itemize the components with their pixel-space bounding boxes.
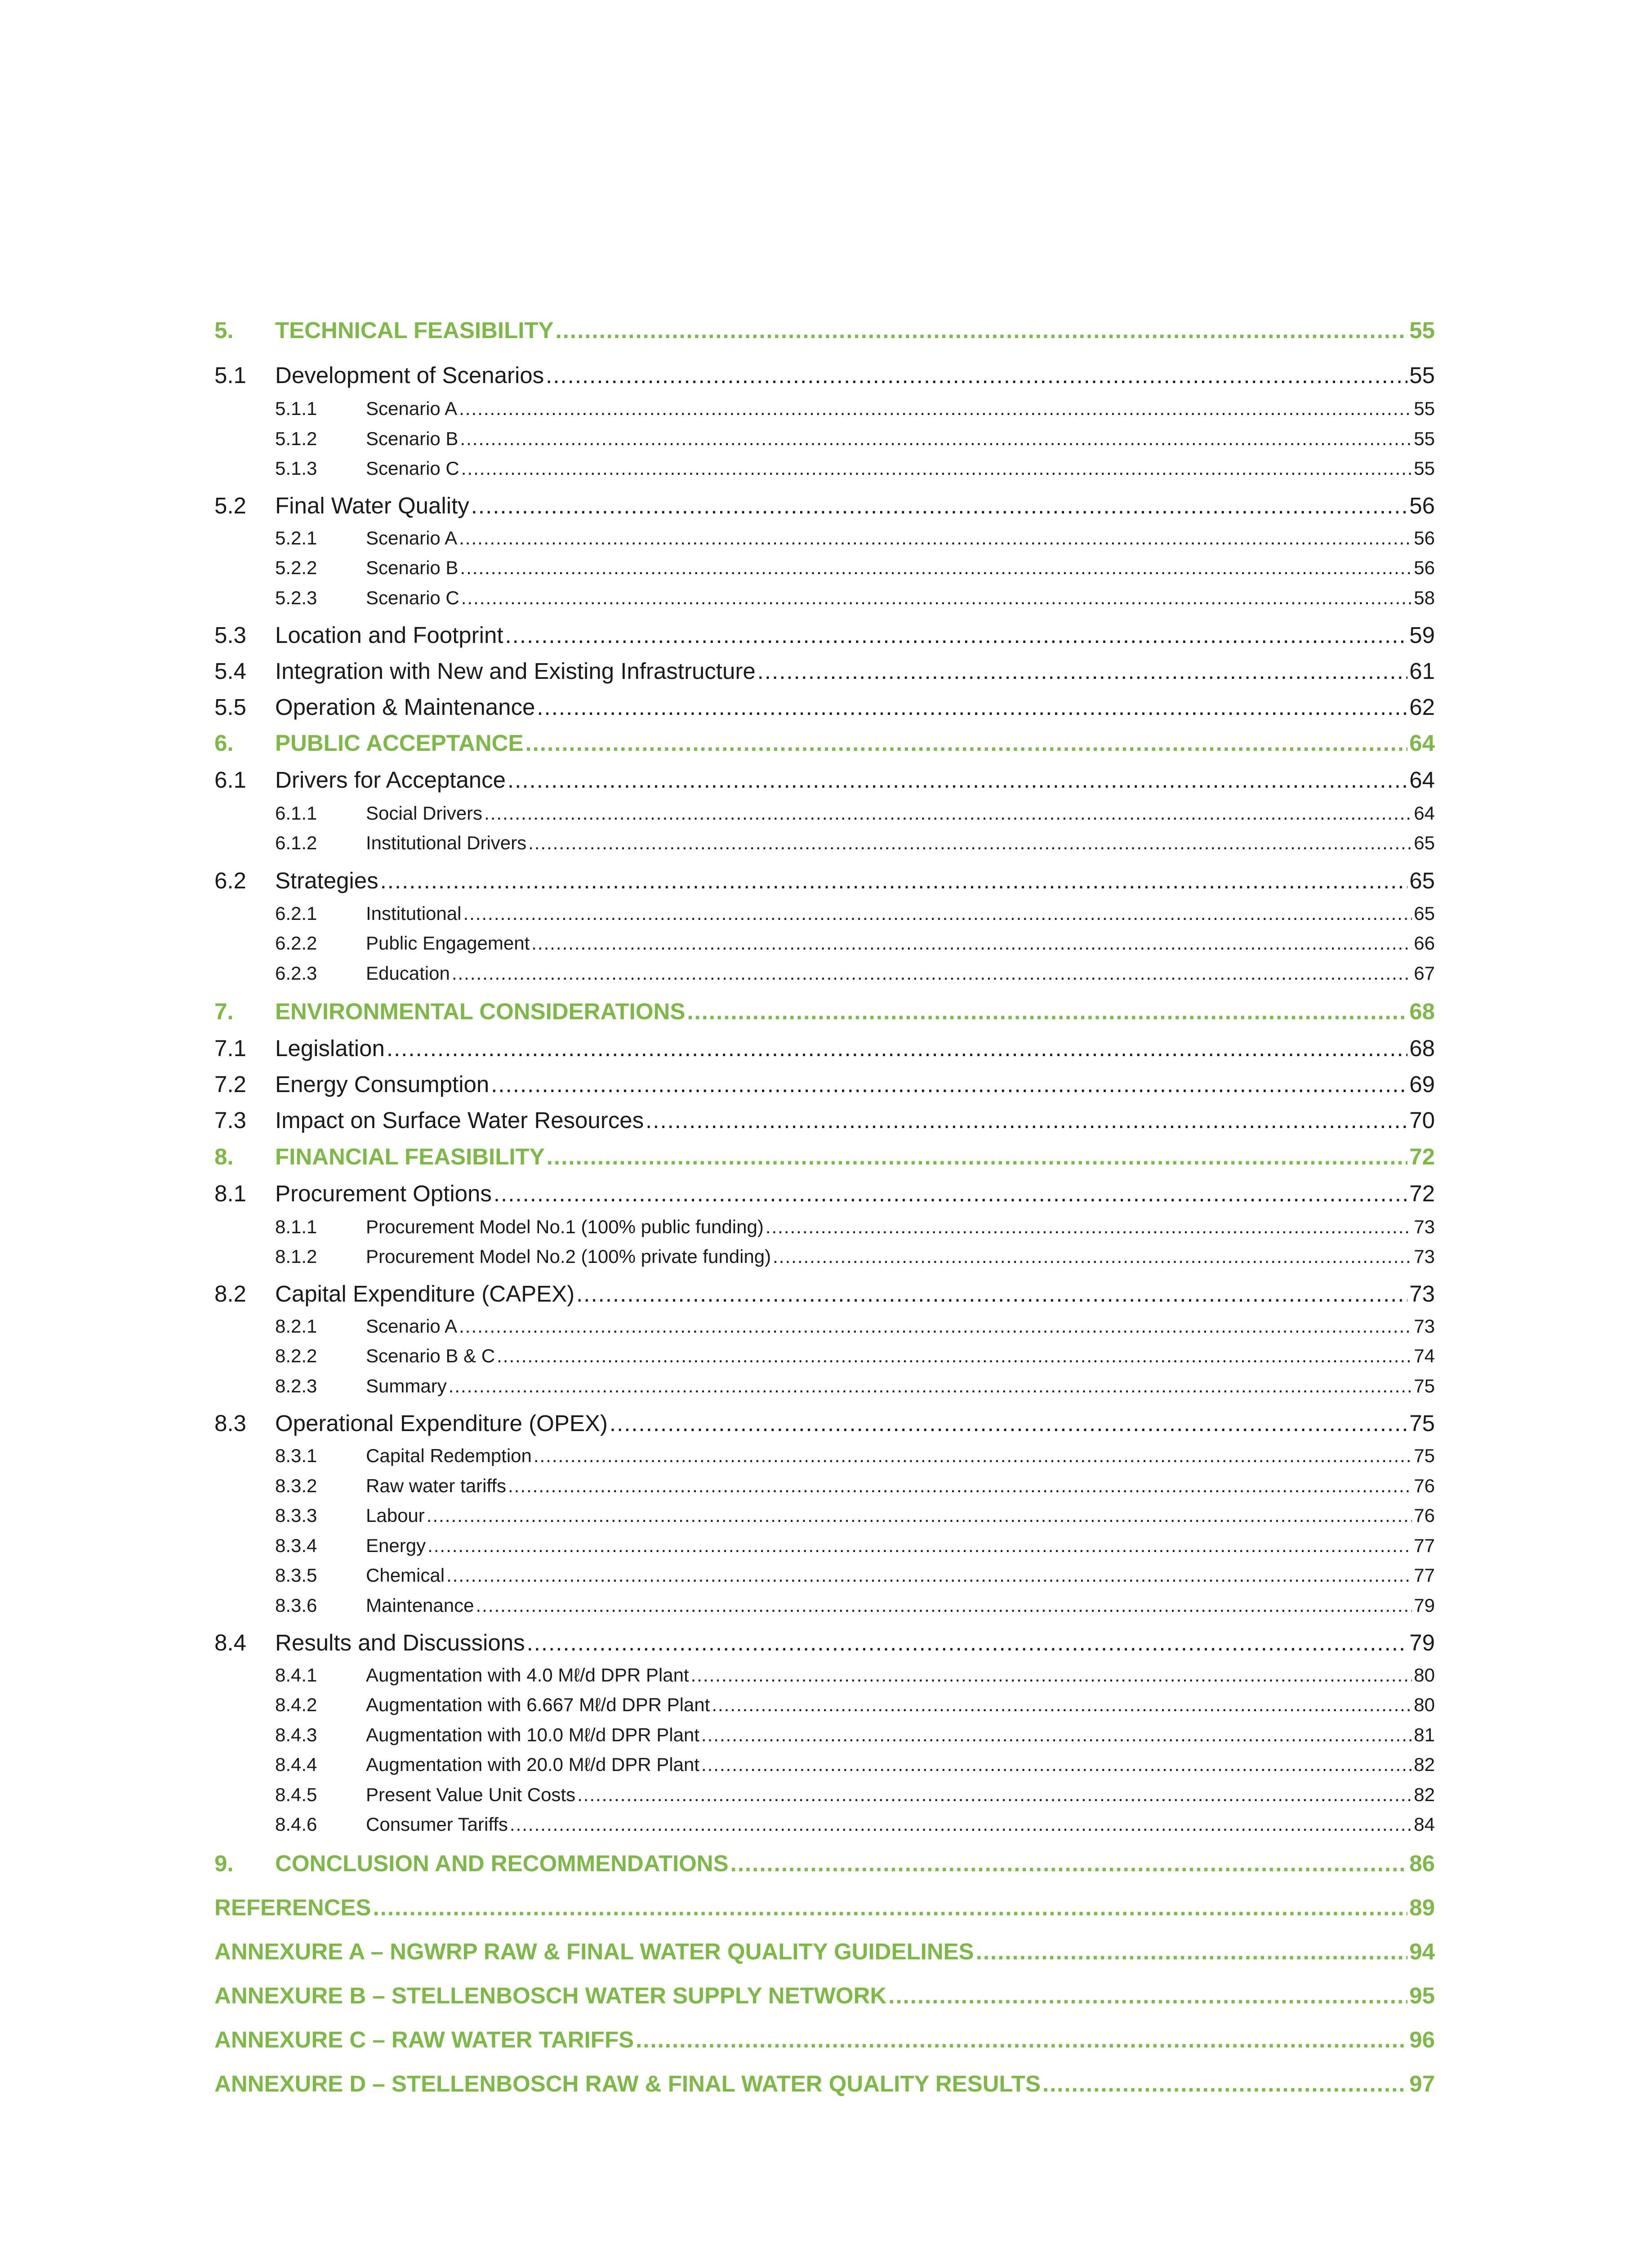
dot-leader [491, 1071, 1407, 1097]
dot-leader [730, 1850, 1408, 1877]
toc-entry-number: 6.2.1 [275, 903, 317, 924]
toc-entry-page-number: 56 [1409, 493, 1435, 518]
toc-entry[interactable] [214, 1180, 1435, 1207]
dot-leader [537, 694, 1407, 720]
toc-entry-number: 5.1.3 [275, 458, 317, 479]
toc-entry[interactable] [214, 1475, 1435, 1497]
toc-entry-title: Scenario A [366, 398, 458, 419]
toc-entry-title: Raw water tariffs [366, 1475, 506, 1496]
dot-leader [427, 1505, 1412, 1526]
toc-entry-number: 6.2 [214, 868, 246, 893]
toc-entry-page-number: 94 [1409, 1939, 1435, 1964]
toc-entry-page-number: 84 [1414, 1814, 1435, 1835]
toc-entry-title: Summary [366, 1375, 447, 1396]
toc-entry[interactable] [214, 803, 1435, 824]
toc-entry-page-number: 64 [1409, 730, 1435, 756]
toc-entry[interactable] [214, 1664, 1435, 1686]
toc-entry-page-number: 73 [1414, 1216, 1435, 1237]
toc-entry-title: Augmentation with 4.0 Mℓ/d DPR Plant [366, 1664, 689, 1686]
toc-entry[interactable] [214, 1814, 1435, 1835]
toc-entry-title: Capital Expenditure (CAPEX) [275, 1281, 575, 1307]
toc-entry-page-number: 70 [1409, 1107, 1435, 1133]
toc-entry[interactable] [214, 658, 1435, 684]
toc-entry-page-number: 80 [1414, 1694, 1435, 1715]
dot-leader [888, 1982, 1407, 2009]
dot-leader [460, 428, 1412, 450]
toc-entry-title: Scenario C [366, 587, 459, 608]
toc-entry[interactable] [214, 694, 1435, 720]
toc-entry[interactable] [214, 1565, 1435, 1586]
toc-entry-page-number: 65 [1414, 832, 1435, 853]
dot-leader [687, 998, 1407, 1025]
dot-leader [773, 1246, 1412, 1267]
toc-entry[interactable] [214, 458, 1435, 479]
dot-leader [525, 730, 1408, 756]
toc-entry-page-number: 67 [1414, 963, 1435, 984]
toc-entry-title: ANNEXURE A – NGWRP RAW & FINAL WATER QUALITY GUIDELINES [214, 1939, 974, 1964]
toc-entry[interactable] [214, 1754, 1435, 1775]
toc-entry-page-number: 72 [1409, 1181, 1435, 1206]
toc-entry[interactable] [214, 1724, 1435, 1746]
toc-entry[interactable] [214, 998, 1435, 1025]
toc-entry-title: Development of Scenarios [275, 362, 544, 388]
toc-entry-number: 8.4.3 [275, 1724, 317, 1745]
toc-entry-title: Augmentation with 10.0 Mℓ/d DPR Plant [366, 1724, 699, 1745]
toc-entry-title: Institutional [366, 903, 462, 924]
dot-leader [460, 557, 1412, 579]
dot-leader [497, 1345, 1412, 1367]
toc-entry[interactable] [214, 767, 1435, 793]
toc-entry-number: 8.3.5 [275, 1565, 317, 1586]
toc-entry-number: 8.2.2 [275, 1345, 317, 1366]
toc-entry-page-number: 68 [1409, 999, 1435, 1024]
toc-entry-title: Maintenance [366, 1595, 474, 1616]
toc-entry-title: Operational Expenditure (OPEX) [275, 1410, 608, 1436]
toc-entry-title: Capital Redemption [366, 1445, 532, 1466]
toc-entry-number: 5.2.1 [275, 527, 317, 549]
toc-entry-number: 8.4.5 [275, 1784, 317, 1805]
toc-entry-page-number: 76 [1414, 1475, 1435, 1496]
dot-leader [387, 1035, 1407, 1062]
toc-entry-title: Social Drivers [366, 803, 483, 824]
dot-leader [766, 1216, 1412, 1238]
toc-entry-number: 6.2.3 [275, 963, 317, 984]
dot-leader [494, 1180, 1407, 1207]
toc-entry-title: Results and Discussions [275, 1630, 525, 1655]
toc-entry[interactable] [214, 1035, 1435, 1062]
toc-entry-number: 7.3 [214, 1107, 246, 1133]
toc-entry-title: Scenario B [366, 557, 459, 578]
toc-entry-title: Public Engagement [366, 932, 530, 954]
dot-leader [459, 1316, 1412, 1337]
toc-entry-title: Institutional Drivers [366, 832, 527, 853]
toc-entry-page-number: 80 [1414, 1664, 1435, 1686]
toc-entry-title: Legislation [275, 1035, 385, 1061]
toc-entry-page-number: 75 [1414, 1445, 1435, 1466]
toc-entry-number: 8.4.4 [275, 1754, 317, 1775]
dot-leader [471, 492, 1408, 519]
toc-entry[interactable] [214, 1107, 1435, 1133]
toc-entry-title: Augmentation with 20.0 Mℓ/d DPR Plant [366, 1754, 699, 1775]
toc-entry-number: 5.1.1 [275, 398, 317, 419]
toc-entry-page-number: 97 [1409, 2071, 1435, 2096]
toc-entry-title: Scenario B & C [366, 1345, 495, 1366]
dot-leader [461, 587, 1412, 609]
toc-entry[interactable] [214, 557, 1435, 579]
toc-entry-page-number: 58 [1414, 587, 1435, 608]
toc-entry[interactable] [214, 1850, 1435, 1877]
toc-entry-number: 5.1 [214, 362, 246, 388]
toc-entry[interactable] [214, 1784, 1435, 1806]
toc-entry-page-number: 73 [1409, 1281, 1435, 1307]
dot-leader [757, 658, 1408, 684]
toc-entry-title: Scenario B [366, 428, 459, 449]
toc-entry-page-number: 77 [1414, 1535, 1435, 1556]
dot-leader [373, 1894, 1408, 1921]
toc-entry-number: 7.1 [214, 1035, 246, 1061]
toc-entry-number: 8.2.1 [275, 1316, 317, 1337]
toc-entry-title: Procurement Model No.1 (100% public funding) [366, 1216, 764, 1237]
toc-entry-title: Scenario A [366, 1316, 458, 1337]
toc-entry-title: Education [366, 963, 450, 984]
toc-entry-number: 5.1.2 [275, 428, 317, 449]
toc-entry-title: Chemical [366, 1565, 445, 1586]
toc-entry-page-number: 64 [1409, 767, 1435, 793]
toc-entry-title: Impact on Surface Water Resources [275, 1107, 644, 1133]
toc-entry-title: Present Value Unit Costs [366, 1784, 576, 1805]
dot-leader [701, 1724, 1412, 1746]
dot-leader [505, 622, 1408, 648]
toc-entry-title: TECHNICAL FEASIBILITY [275, 317, 554, 343]
toc-entry[interactable] [214, 1071, 1435, 1097]
toc-entry-title: Procurement Options [275, 1181, 492, 1206]
dot-leader [610, 1410, 1407, 1436]
toc-entry[interactable] [214, 1410, 1435, 1436]
toc-entry[interactable] [214, 932, 1435, 954]
toc-entry-title: ANNEXURE B – STELLENBOSCH WATER SUPPLY NETWORK [214, 1983, 887, 2008]
dot-leader [452, 963, 1412, 984]
toc-entry-title: Location and Footprint [275, 622, 503, 648]
toc-entry-number: 8.1.2 [275, 1246, 317, 1267]
toc-entry[interactable] [214, 622, 1435, 648]
toc-entry-number: 8.4 [214, 1630, 246, 1655]
toc-entry-page-number: 76 [1414, 1505, 1435, 1526]
toc-entry-page-number: 81 [1414, 1724, 1435, 1745]
toc-entry[interactable] [214, 587, 1435, 609]
toc-entry-page-number: 75 [1409, 1410, 1435, 1436]
toc-entry-number: 6.2.2 [275, 932, 317, 954]
dot-leader [534, 1445, 1412, 1467]
toc-entry[interactable] [214, 963, 1435, 984]
toc-entry-page-number: 69 [1409, 1071, 1435, 1097]
toc-entry-number: 5. [214, 317, 234, 343]
toc-entry[interactable] [214, 903, 1435, 924]
toc-entry-number: 8.2.3 [275, 1375, 317, 1396]
toc-entry-title: CONCLUSION AND RECOMMENDATIONS [275, 1851, 729, 1876]
toc-entry-number: 6.1.2 [275, 832, 317, 853]
toc-entry-title: Energy Consumption [275, 1071, 490, 1097]
toc-entry-number: 5.3 [214, 622, 246, 648]
toc-entry-page-number: 73 [1414, 1316, 1435, 1337]
toc-entry-title: Consumer Tariffs [366, 1814, 508, 1835]
toc-entry-page-number: 89 [1409, 1895, 1435, 1920]
toc-entry[interactable] [214, 1345, 1435, 1367]
dot-leader [449, 1375, 1412, 1397]
toc-entry[interactable] [214, 832, 1435, 854]
toc-entry-title: Scenario C [366, 458, 459, 479]
toc-entry-number: 8.1 [214, 1181, 246, 1206]
toc-entry[interactable] [214, 1143, 1435, 1170]
toc-entry[interactable] [214, 492, 1435, 519]
toc-entry-page-number: 62 [1409, 694, 1435, 720]
toc-entry-title: Procurement Model No.2 (100% private funding) [366, 1246, 771, 1267]
toc-entry[interactable] [214, 1316, 1435, 1337]
dot-leader [380, 867, 1408, 894]
toc-entry-page-number: 82 [1414, 1784, 1435, 1805]
toc-entry-number: 8.3.6 [275, 1595, 317, 1616]
toc-entry-number: 8.2 [214, 1281, 246, 1307]
dot-leader [1042, 2070, 1407, 2097]
dot-leader [691, 1664, 1412, 1686]
toc-entry-number: 7. [214, 999, 234, 1024]
toc-entry[interactable] [214, 1505, 1435, 1526]
dot-leader [446, 1565, 1412, 1586]
toc-entry-title: ANNEXURE C – RAW WATER TARIFFS [214, 2027, 634, 2052]
toc-entry-page-number: 79 [1409, 1630, 1435, 1655]
dot-leader [646, 1107, 1407, 1133]
toc-entry-page-number: 95 [1409, 1983, 1435, 2008]
toc-entry-page-number: 55 [1414, 398, 1435, 419]
toc-entry[interactable] [214, 1938, 1435, 1965]
dot-leader [427, 1535, 1412, 1557]
toc-entry-number: 6. [214, 730, 234, 756]
toc-entry-page-number: 79 [1414, 1595, 1435, 1616]
toc-entry-number: 8.3.4 [275, 1535, 317, 1556]
toc-entry-title: Energy [366, 1535, 426, 1556]
toc-entry-page-number: 59 [1409, 622, 1435, 648]
dot-leader [510, 1814, 1412, 1835]
dot-leader [484, 803, 1412, 824]
toc-entry[interactable] [214, 730, 1435, 756]
dot-leader [976, 1938, 1408, 1965]
toc-entry-page-number: 68 [1409, 1035, 1435, 1061]
toc-entry[interactable] [214, 2070, 1435, 2097]
toc-entry-title: REFERENCES [214, 1895, 371, 1920]
toc-entry[interactable] [214, 527, 1435, 549]
dot-leader [463, 903, 1412, 924]
toc-entry-page-number: 65 [1414, 903, 1435, 924]
toc-entry-title: FINANCIAL FEASIBILITY [275, 1144, 545, 1169]
toc-entry-page-number: 56 [1414, 557, 1435, 578]
toc-entry-number: 8.4.1 [275, 1664, 317, 1686]
toc-entry-number: 8.3.3 [275, 1505, 317, 1526]
toc-entry[interactable] [214, 428, 1435, 450]
toc-entry-page-number: 86 [1409, 1851, 1435, 1876]
toc-entry-number: 5.5 [214, 694, 246, 720]
toc-entry-page-number: 66 [1414, 932, 1435, 954]
dot-leader [546, 362, 1407, 388]
toc-entry[interactable] [214, 1280, 1435, 1307]
dot-leader [701, 1754, 1412, 1775]
dot-leader [547, 1143, 1408, 1170]
toc-entry[interactable] [214, 1375, 1435, 1397]
toc-entry[interactable] [214, 1694, 1435, 1716]
toc-entry-number: 8.4.2 [275, 1694, 317, 1715]
toc-entry-number: 5.4 [214, 658, 246, 684]
toc-entry-number: 7.2 [214, 1071, 246, 1097]
toc-entry-title: Final Water Quality [275, 493, 469, 518]
toc-entry-number: 8.1.1 [275, 1216, 317, 1237]
toc-entry-title: Augmentation with 6.667 Mℓ/d DPR Plant [366, 1694, 710, 1715]
toc-entry[interactable] [214, 398, 1435, 419]
toc-entry-number: 6.1 [214, 767, 246, 793]
toc-entry-number: 5.2.2 [275, 557, 317, 578]
toc-entry-title: Labour [366, 1505, 425, 1526]
toc-entry-page-number: 55 [1414, 428, 1435, 449]
toc-entry-number: 9. [214, 1851, 234, 1876]
toc-entry[interactable] [214, 317, 1435, 343]
dot-leader [461, 458, 1412, 479]
toc-entry[interactable] [214, 867, 1435, 894]
toc-entry-title: Strategies [275, 868, 378, 893]
toc-entry-page-number: 77 [1414, 1565, 1435, 1586]
toc-entry-title: ANNEXURE D – STELLENBOSCH RAW & FINAL WATER QUALITY RESULTS [214, 2071, 1041, 2096]
dot-leader [476, 1595, 1412, 1616]
toc-entry-title: PUBLIC ACCEPTANCE [275, 730, 524, 756]
toc-entry-title: ENVIRONMENTAL CONSIDERATIONS [275, 999, 686, 1024]
toc-entry[interactable] [214, 1535, 1435, 1557]
toc-entry-title: Drivers for Acceptance [275, 767, 506, 793]
toc-entry[interactable] [214, 1246, 1435, 1267]
toc-entry-page-number: 61 [1409, 658, 1435, 684]
dot-leader [459, 398, 1412, 419]
toc-entry-title: Integration with New and Existing Infrastructure [275, 658, 756, 684]
toc-entry[interactable] [214, 1629, 1435, 1656]
dot-leader [556, 317, 1408, 343]
toc-entry-page-number: 65 [1409, 868, 1435, 893]
dot-leader [576, 1280, 1407, 1307]
dot-leader [527, 1629, 1408, 1656]
dot-leader [508, 767, 1407, 793]
toc-entry-number: 6.1.1 [275, 803, 317, 824]
dot-leader [577, 1784, 1412, 1806]
dot-leader [508, 1475, 1412, 1497]
toc-entry[interactable] [214, 1445, 1435, 1467]
toc-entry-number: 8.3.1 [275, 1445, 317, 1466]
toc-entry-page-number: 55 [1414, 458, 1435, 479]
dot-leader [528, 832, 1412, 854]
toc-entry[interactable] [214, 1216, 1435, 1238]
toc-entry-page-number: 73 [1414, 1246, 1435, 1267]
dot-leader [459, 527, 1412, 549]
toc-entry[interactable] [214, 1982, 1435, 2009]
toc-entry-title: Scenario A [366, 527, 458, 549]
toc-entry-page-number: 72 [1409, 1144, 1435, 1169]
toc-entry-number: 5.2 [214, 493, 246, 518]
toc-entry[interactable] [214, 362, 1435, 388]
toc-entry-page-number: 56 [1414, 527, 1435, 549]
toc-entry-page-number: 55 [1409, 362, 1435, 388]
toc-entry-number: 5.2.3 [275, 587, 317, 608]
toc-entry-number: 8.3.2 [275, 1475, 317, 1496]
toc-entry-page-number: 55 [1409, 317, 1435, 343]
toc-entry-page-number: 64 [1414, 803, 1435, 824]
toc-entry-page-number: 74 [1414, 1345, 1435, 1366]
toc-entry-title: Operation & Maintenance [275, 694, 535, 720]
dot-leader [712, 1694, 1412, 1716]
toc-entry[interactable] [214, 1595, 1435, 1616]
toc-entry[interactable] [214, 1894, 1435, 1921]
dot-leader [636, 2026, 1407, 2053]
dot-leader [531, 932, 1412, 954]
toc-entry-number: 8.4.6 [275, 1814, 317, 1835]
toc-entry-number: 8. [214, 1144, 234, 1169]
toc-entry-number: 8.3 [214, 1410, 246, 1436]
toc-entry[interactable] [214, 2026, 1435, 2053]
toc-entry-page-number: 82 [1414, 1754, 1435, 1775]
toc-entry-page-number: 96 [1409, 2027, 1435, 2052]
toc-entry-page-number: 75 [1414, 1375, 1435, 1396]
